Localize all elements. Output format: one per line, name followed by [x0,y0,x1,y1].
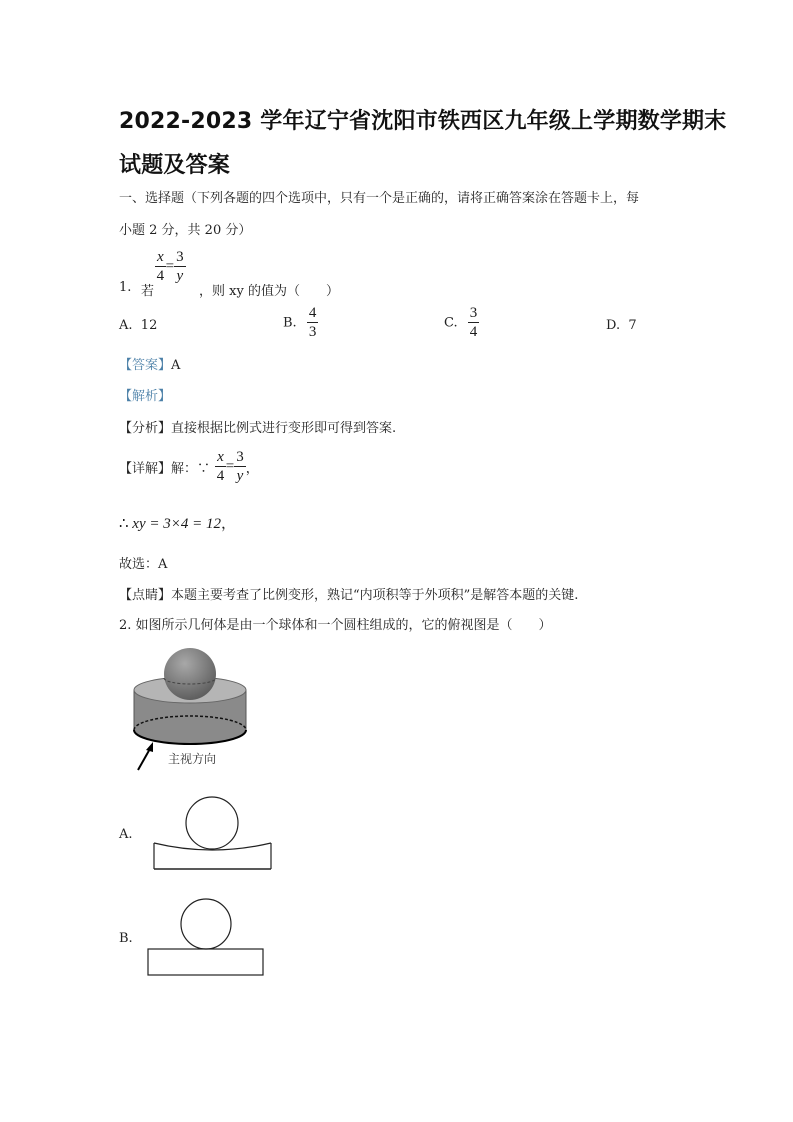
option-b[interactable]: B. $\frac{4}{3}$ [283,305,317,340]
conclusion-line: 故选：A [119,557,168,572]
section-heading-line-2: 小题 2 分，共 20 分） [119,223,252,238]
fraction-x-over-4: $\frac{x}{4}$ [216,449,225,484]
question-equation: $\frac{x}{4}$ = $\frac{3}{y}$ [156,249,184,284]
question-2: 2. 如图所示几何体是由一个球体和一个圆柱组成的，它的俯视图是（ ） [119,618,552,633]
xiangjie-prefix: 解：∵ [171,461,211,477]
q2-option-b-label[interactable]: B. [119,931,133,946]
fenxi-label: 【分析】 [119,421,172,436]
fraction-3-over-y: $\frac{3}{y}$ [236,449,244,484]
question-number: 1. [119,280,132,295]
therefore-line: ∴ xy = 3×4 = 12， [119,516,236,532]
q2-option-b-figure[interactable] [145,893,270,978]
fraction-4-over-3: $\frac{4}{3}$ [308,305,317,340]
fraction-3-over-4: $\frac{3}{4}$ [469,305,478,340]
dianjing-label: 【点睛】 [119,588,172,603]
document-title-line-1: 2022-2023 学年辽宁省沈阳市铁西区九年级上学期数学期末 [119,109,727,134]
option-d[interactable]: D. 7 [606,318,637,333]
answer-line [119,354,180,373]
fenxi-line [119,417,396,436]
dianjing-text: 本题主要考查了比例变形，熟记“内项积等于外项积”是解答本题的关键. [171,588,579,603]
therefore-expression: xy = 3×4 = 12 [132,516,221,532]
q2-option-a-label[interactable]: A. [119,827,133,842]
question-prefix: 若 [141,284,155,299]
xiangjie-line: 【详解】解：∵ $\frac{x}{4}$ = $\frac{3}{y}$ ， [119,449,259,484]
xiangjie-label: 【详解】 [119,461,172,477]
section-heading-line-1: 一、选择题（下列各题的四个选项中，只有一个是正确的，请将正确答案涂在答题卡上，每 [119,191,640,206]
question-suffix: ，则 xy 的值为（ ） [199,284,339,299]
figure-caption: 主视方向 [168,752,217,766]
fraction-x-over-4: $\frac{x}{4}$ [156,249,165,284]
option-c[interactable]: C. $\frac{3}{4}$ [444,305,478,340]
q2-option-a-figure[interactable] [150,793,275,873]
therefore-symbol: ∴ [119,516,129,532]
fraction-3-over-y: $\frac{3}{y}$ [176,249,184,284]
answer-value: A [171,358,181,373]
answer-label: 【答案】 [119,358,172,373]
analysis-label: 【解析】 [119,389,172,404]
document-title-line-2: 试题及答案 [119,153,231,178]
option-a[interactable]: A. 12 [119,318,158,333]
dianjing-line [119,584,578,603]
fenxi-text: 直接根据比例式进行变形即可得到答案. [171,421,397,436]
